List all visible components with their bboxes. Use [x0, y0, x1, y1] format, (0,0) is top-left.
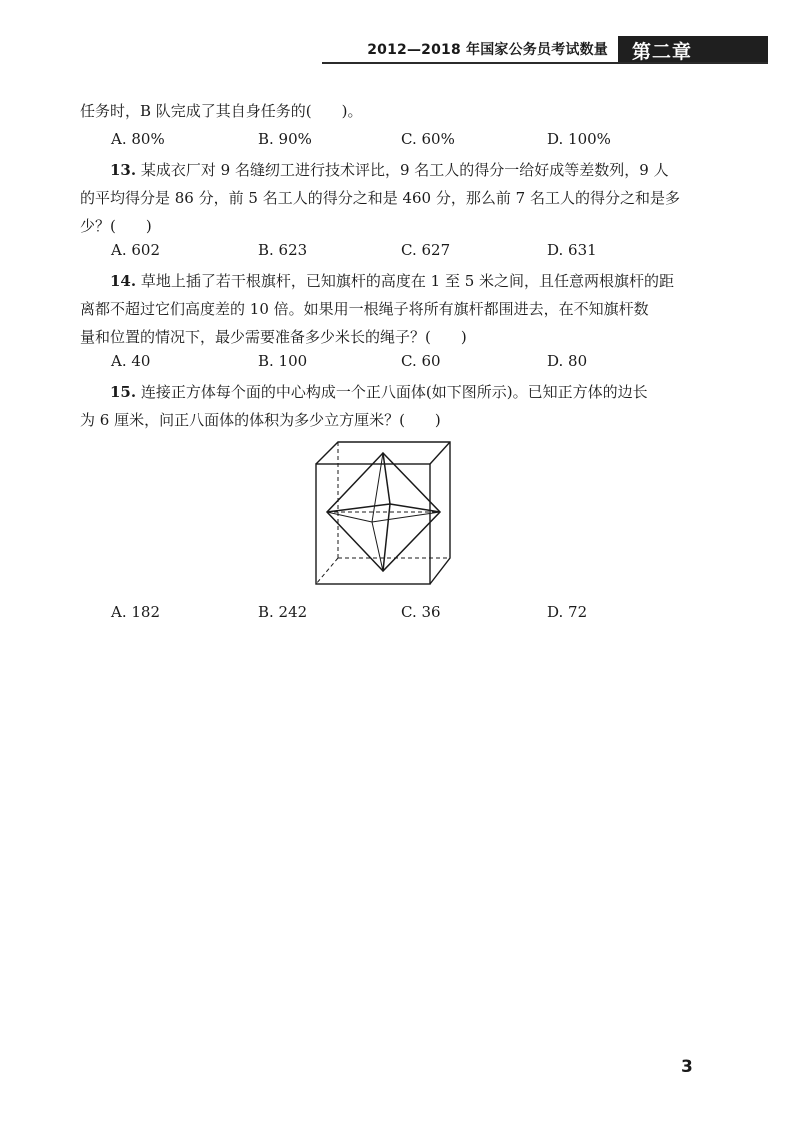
option-c: C. 60	[401, 352, 441, 370]
question-15-line-2: 为 6 厘米，问正八面体的体积为多少立方厘米？( )	[80, 411, 441, 429]
octahedron-edge	[327, 512, 372, 522]
cube-hidden-edge	[316, 558, 338, 584]
option-a: A. 80%	[111, 130, 165, 148]
question-13-text-1: 某成衣厂对 9 名缝纫工进行技术评比，9 名工人的得分一给好成等差数列，9 人	[140, 161, 669, 179]
option-b: B. 242	[258, 603, 308, 621]
option-a: A. 40	[111, 352, 151, 370]
octahedron-edge	[383, 453, 390, 504]
option-b: B. 90%	[258, 130, 312, 148]
question-14-line-1	[80, 270, 720, 291]
question-15-line-1	[80, 381, 720, 402]
option-d: D. 72	[547, 603, 588, 621]
octahedron-edge	[327, 504, 390, 512]
carryover-text: 任务时，B 队完成了其自身任务的( )。	[80, 102, 363, 120]
option-d: D. 100%	[547, 130, 611, 148]
carryover-options	[111, 130, 671, 150]
option-d: D. 631	[547, 241, 597, 259]
question-14-line-3: 量和位置的情况下，最少需要准备多少米长的绳子？( )	[80, 328, 467, 346]
page-number: 3	[681, 1057, 693, 1077]
option-b: B. 623	[258, 241, 308, 259]
octahedron-edge	[383, 504, 390, 571]
question-13-line-3: 少？( )	[80, 217, 152, 235]
cube-edge	[430, 442, 450, 464]
option-c: C. 36	[401, 603, 441, 621]
option-c: C. 627	[401, 241, 451, 259]
question-14-text-1: 草地上插了若干根旗杆，已知旗杆的高度在 1 至 5 米之间，且任意两根旗杆的距	[140, 272, 675, 290]
option-b: B. 100	[258, 352, 308, 370]
running-header	[322, 36, 768, 62]
question-15-text-1: 连接正方体每个面的中心构成一个正八面体(如下图所示)。已知正方体的边长	[140, 383, 648, 401]
cube-octahedron-figure	[312, 440, 452, 590]
header-rule	[322, 62, 768, 64]
header-title: 2012—2018 年国家公务员考试数量	[367, 42, 608, 58]
option-a: A. 182	[111, 603, 160, 621]
question-13-line-2: 的平均得分是 86 分，前 5 名工人的得分之和是 460 分，那么前 7 名工人的得分之和是多	[80, 189, 680, 207]
question-13-line-1	[80, 159, 720, 180]
question-14-number: 14.	[110, 272, 137, 290]
question-13-options	[111, 241, 671, 261]
question-13-number: 13.	[110, 161, 137, 179]
question-14-options	[111, 352, 671, 372]
option-a: A. 602	[111, 241, 160, 259]
option-d: D. 80	[547, 352, 588, 370]
question-15-number: 15.	[110, 383, 137, 401]
option-c: C. 60%	[401, 130, 455, 148]
question-14-line-2: 离都不超过它们高度差的 10 倍。如果用一根绳子将所有旗杆都围进去，在不知旗杆数	[80, 300, 649, 318]
question-15-options	[111, 603, 671, 623]
cube-front-face	[316, 464, 430, 584]
octahedron-edge	[372, 522, 383, 571]
chapter-label: 第二章	[618, 36, 768, 64]
